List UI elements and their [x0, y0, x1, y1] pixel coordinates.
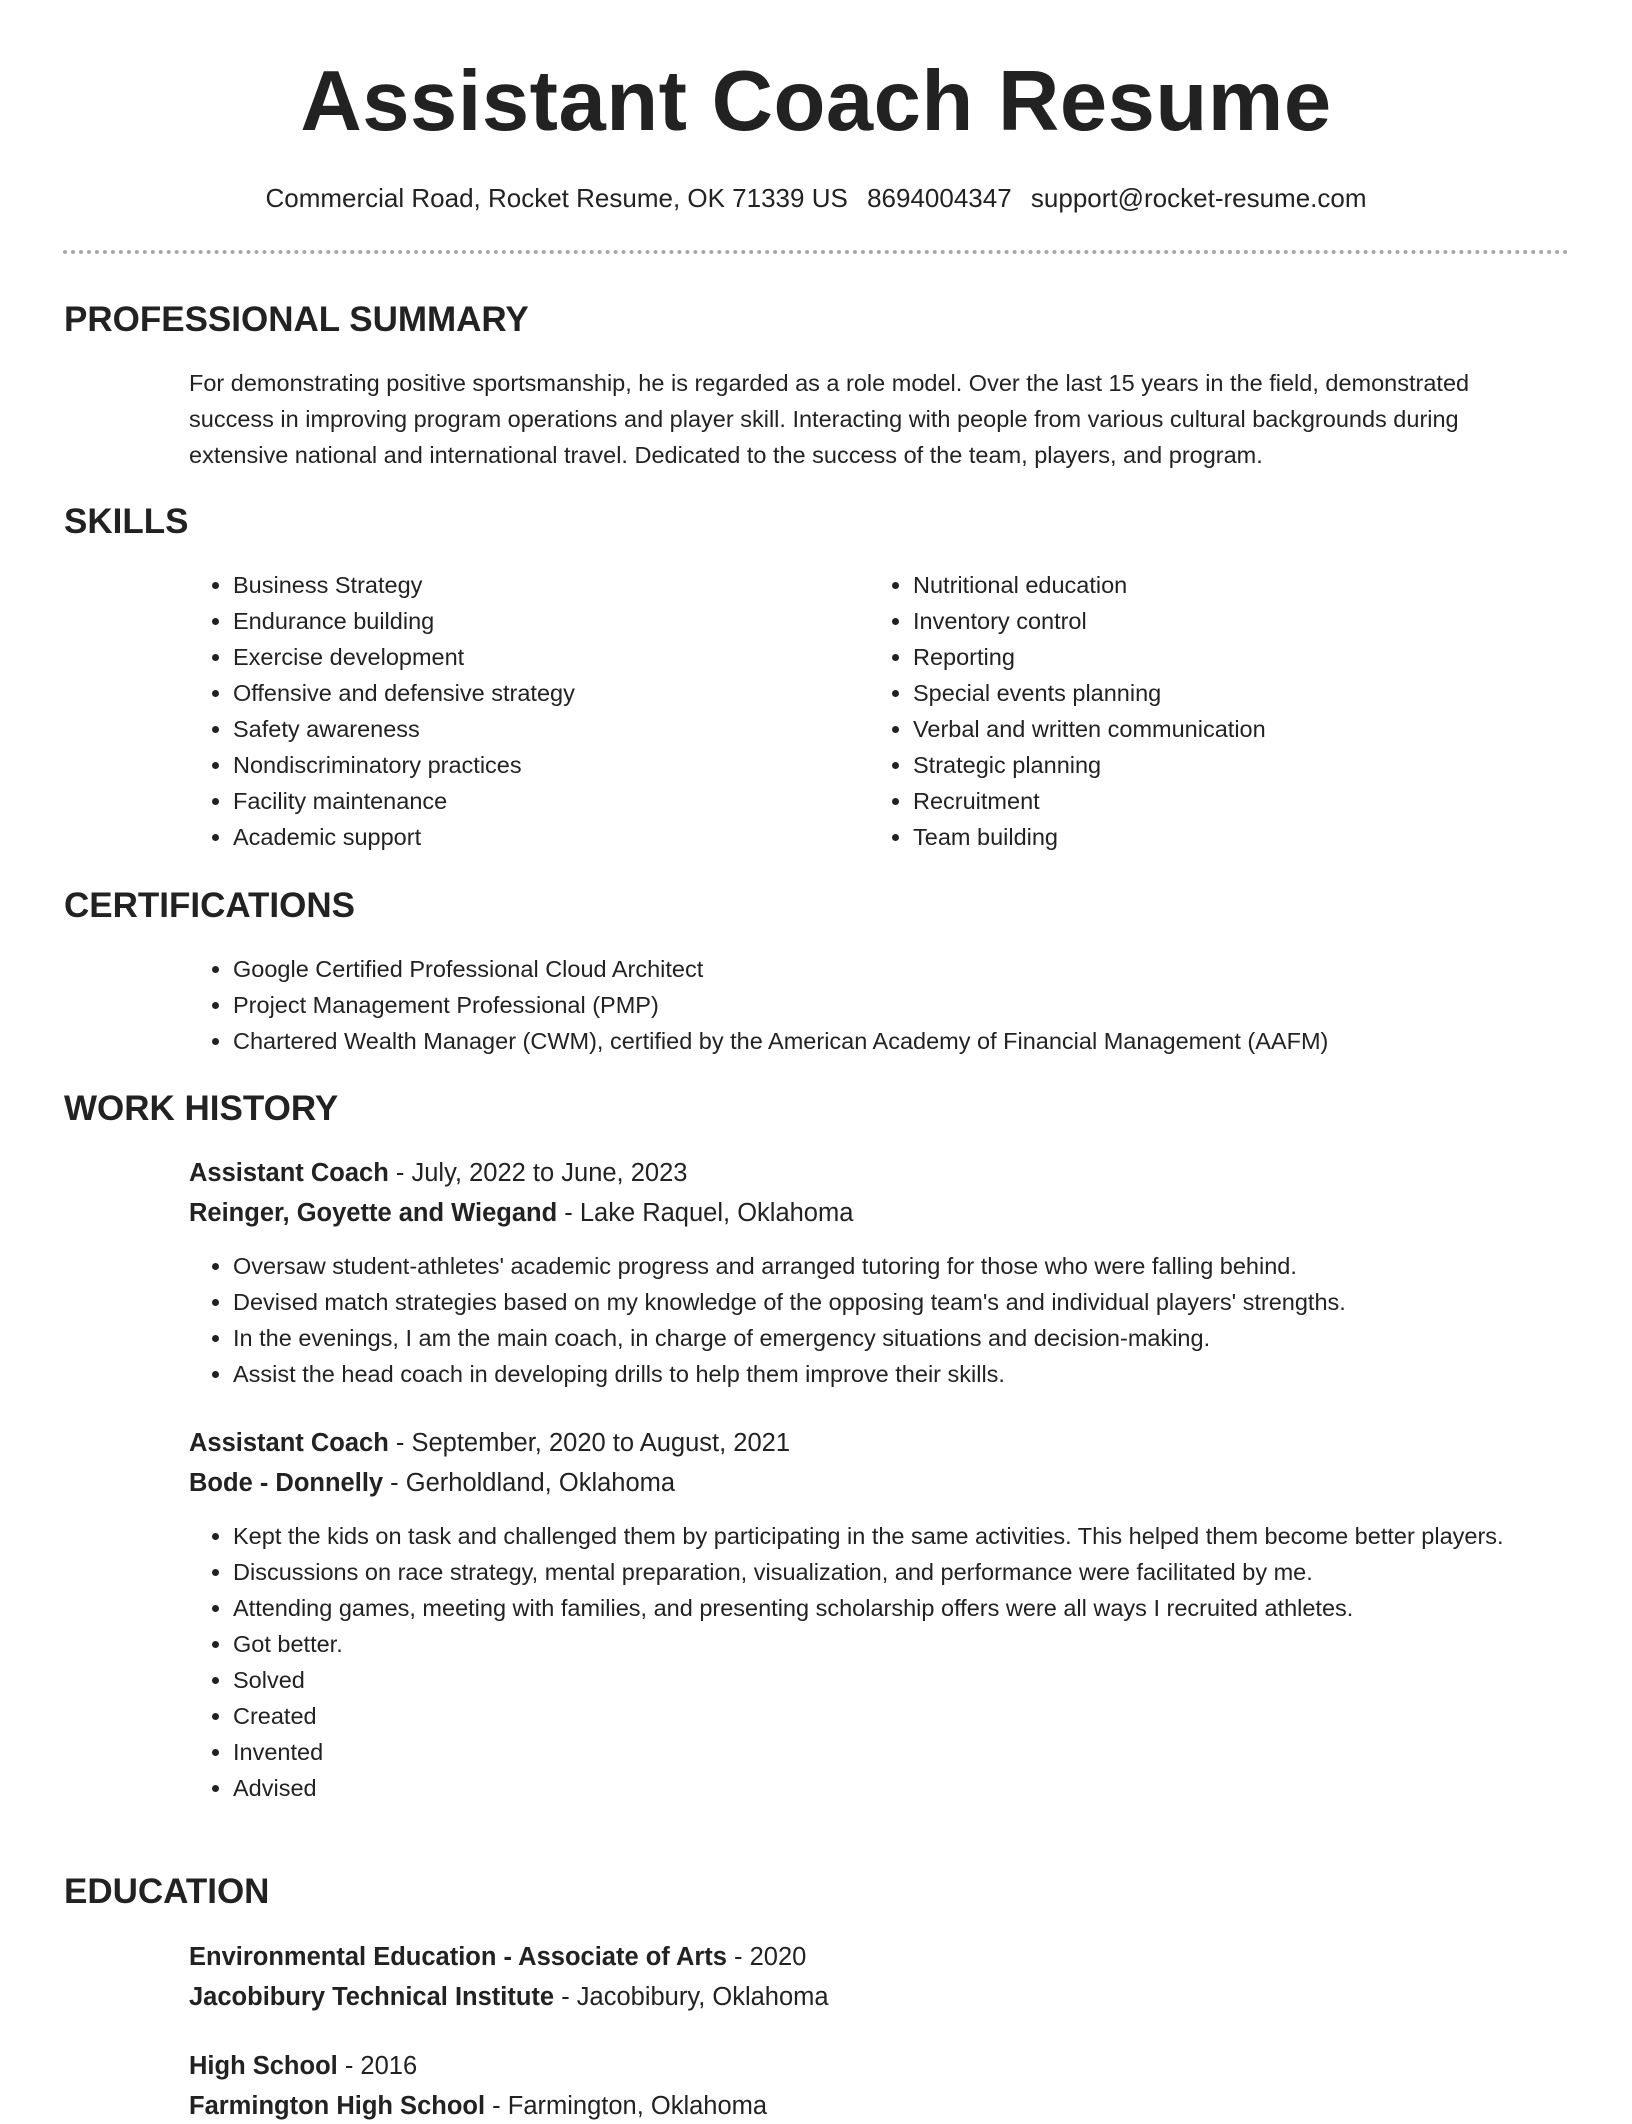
skills-list-right [869, 567, 1593, 855]
job-bullet: • Created [233, 1698, 1573, 1734]
job-title: Assistant Coach [189, 1159, 389, 1187]
job-company: Bode - Donnelly [189, 1469, 384, 1497]
job-bullets [189, 1518, 1573, 1806]
job-dates: - July, 2022 to June, 2023 [388, 1159, 688, 1187]
summary-text: For demonstrating positive sportsmanship, he is regarded as a role model. Over the last 15 years in the field, demonstrated success in improving program operations and player skill. Interacting with people from various cultural backgrounds during extensive national and international travel. Dedicated to the success of the team, players, and program. [189, 370, 1470, 468]
job-bullet: • Devised match strategies based on my knowledge of the opposing team's and individual players' strengths. [233, 1284, 1593, 1320]
certifications-heading: CERTIFICATIONS [64, 886, 356, 925]
skill-item: • Exercise development [233, 639, 853, 675]
job-bullet: • Attending games, meeting with families, and presenting scholarship offers were all ways I recruited athletes. [233, 1590, 1573, 1626]
education-school: Farmington High School [189, 2092, 486, 2120]
education-school-line [189, 2088, 767, 2124]
skill-item: • Strategic planning [913, 747, 1593, 783]
job-company: Reinger, Goyette and Wiegand [189, 1199, 558, 1227]
education-location: - Jacobibury, Oklahoma [554, 1983, 829, 2011]
job-bullet: • Advised [233, 1770, 1573, 1806]
education-year: - 2020 [726, 1943, 807, 1971]
skill-item: • Verbal and written communication [913, 711, 1593, 747]
skill-item: • Business Strategy [233, 567, 853, 603]
education-school: Jacobibury Technical Institute [189, 1983, 555, 2011]
contact-email: support@rocket-resume.com [1030, 183, 1367, 213]
work-history-heading: WORK HISTORY [64, 1089, 339, 1128]
education-degree-line [189, 2048, 417, 2084]
job-bullet: • Discussions on race strategy, mental preparation, visualization, and performance were facilitated by me. [233, 1554, 1573, 1590]
job-bullet: • Solved [233, 1662, 1573, 1698]
skill-item: • Offensive and defensive strategy [233, 675, 853, 711]
job-title: Assistant Coach [189, 1429, 389, 1457]
job-bullet: • Got better. [233, 1626, 1573, 1662]
education-degree-line [189, 1939, 806, 1975]
education-year: - 2016 [337, 2052, 418, 2080]
contact-info [0, 180, 1632, 216]
summary-heading: PROFESSIONAL SUMMARY [64, 300, 529, 339]
resume-title: Assistant Coach Resume [300, 54, 1332, 149]
job-title-line [189, 1425, 790, 1461]
job-bullet: • Kept the kids on task and challenged them by participating in the same activities. This helped them become better players. [233, 1518, 1573, 1554]
contact-address: Commercial Road, Rocket Resume, OK 71339 US [265, 183, 848, 213]
certification-item: • Google Certified Professional Cloud Architect [233, 951, 1593, 987]
skill-item: • Recruitment [913, 783, 1593, 819]
job-title-line [189, 1155, 687, 1191]
job-company-line [189, 1195, 853, 1231]
header-divider [63, 250, 1569, 254]
job-location: - Lake Raquel, Oklahoma [557, 1199, 854, 1227]
skills-list-left [189, 567, 853, 855]
education-location: - Farmington, Oklahoma [485, 2092, 768, 2120]
skill-item: • Inventory control [913, 603, 1593, 639]
skill-item: • Endurance building [233, 603, 853, 639]
skill-item: • Special events planning [913, 675, 1593, 711]
education-heading: EDUCATION [64, 1872, 270, 1911]
job-bullet: • Invented [233, 1734, 1573, 1770]
skill-item: • Reporting [913, 639, 1593, 675]
job-bullet: • In the evenings, I am the main coach, in charge of emergency situations and decision-making. [233, 1320, 1593, 1356]
contact-phone: 8694004347 [867, 183, 1012, 213]
job-dates: - September, 2020 to August, 2021 [388, 1429, 791, 1457]
skill-item: • Academic support [233, 819, 853, 855]
education-school-line [189, 1979, 829, 2015]
job-company-line [189, 1465, 675, 1501]
skill-item: • Team building [913, 819, 1593, 855]
certifications-list [189, 951, 1593, 1059]
education-degree: High School [189, 2052, 338, 2080]
job-bullets [189, 1248, 1593, 1392]
job-bullet: • Assist the head coach in developing drills to help them improve their skills. [233, 1356, 1593, 1392]
skill-item: • Nutritional education [913, 567, 1593, 603]
job-location: - Gerholdland, Oklahoma [383, 1469, 676, 1497]
certification-item: • Chartered Wealth Manager (CWM), certified by the American Academy of Financial Management (AAFM) [233, 1023, 1593, 1059]
skill-item: • Nondiscriminatory practices [233, 747, 853, 783]
skill-item: • Safety awareness [233, 711, 853, 747]
job-bullet: • Oversaw student-athletes' academic progress and arranged tutoring for those who were falling behind. [233, 1248, 1593, 1284]
skills-heading: SKILLS [64, 502, 189, 541]
certification-item: • Project Management Professional (PMP) [233, 987, 1593, 1023]
education-degree: Environmental Education - Associate of Arts [189, 1943, 727, 1971]
skill-item: • Facility maintenance [233, 783, 853, 819]
